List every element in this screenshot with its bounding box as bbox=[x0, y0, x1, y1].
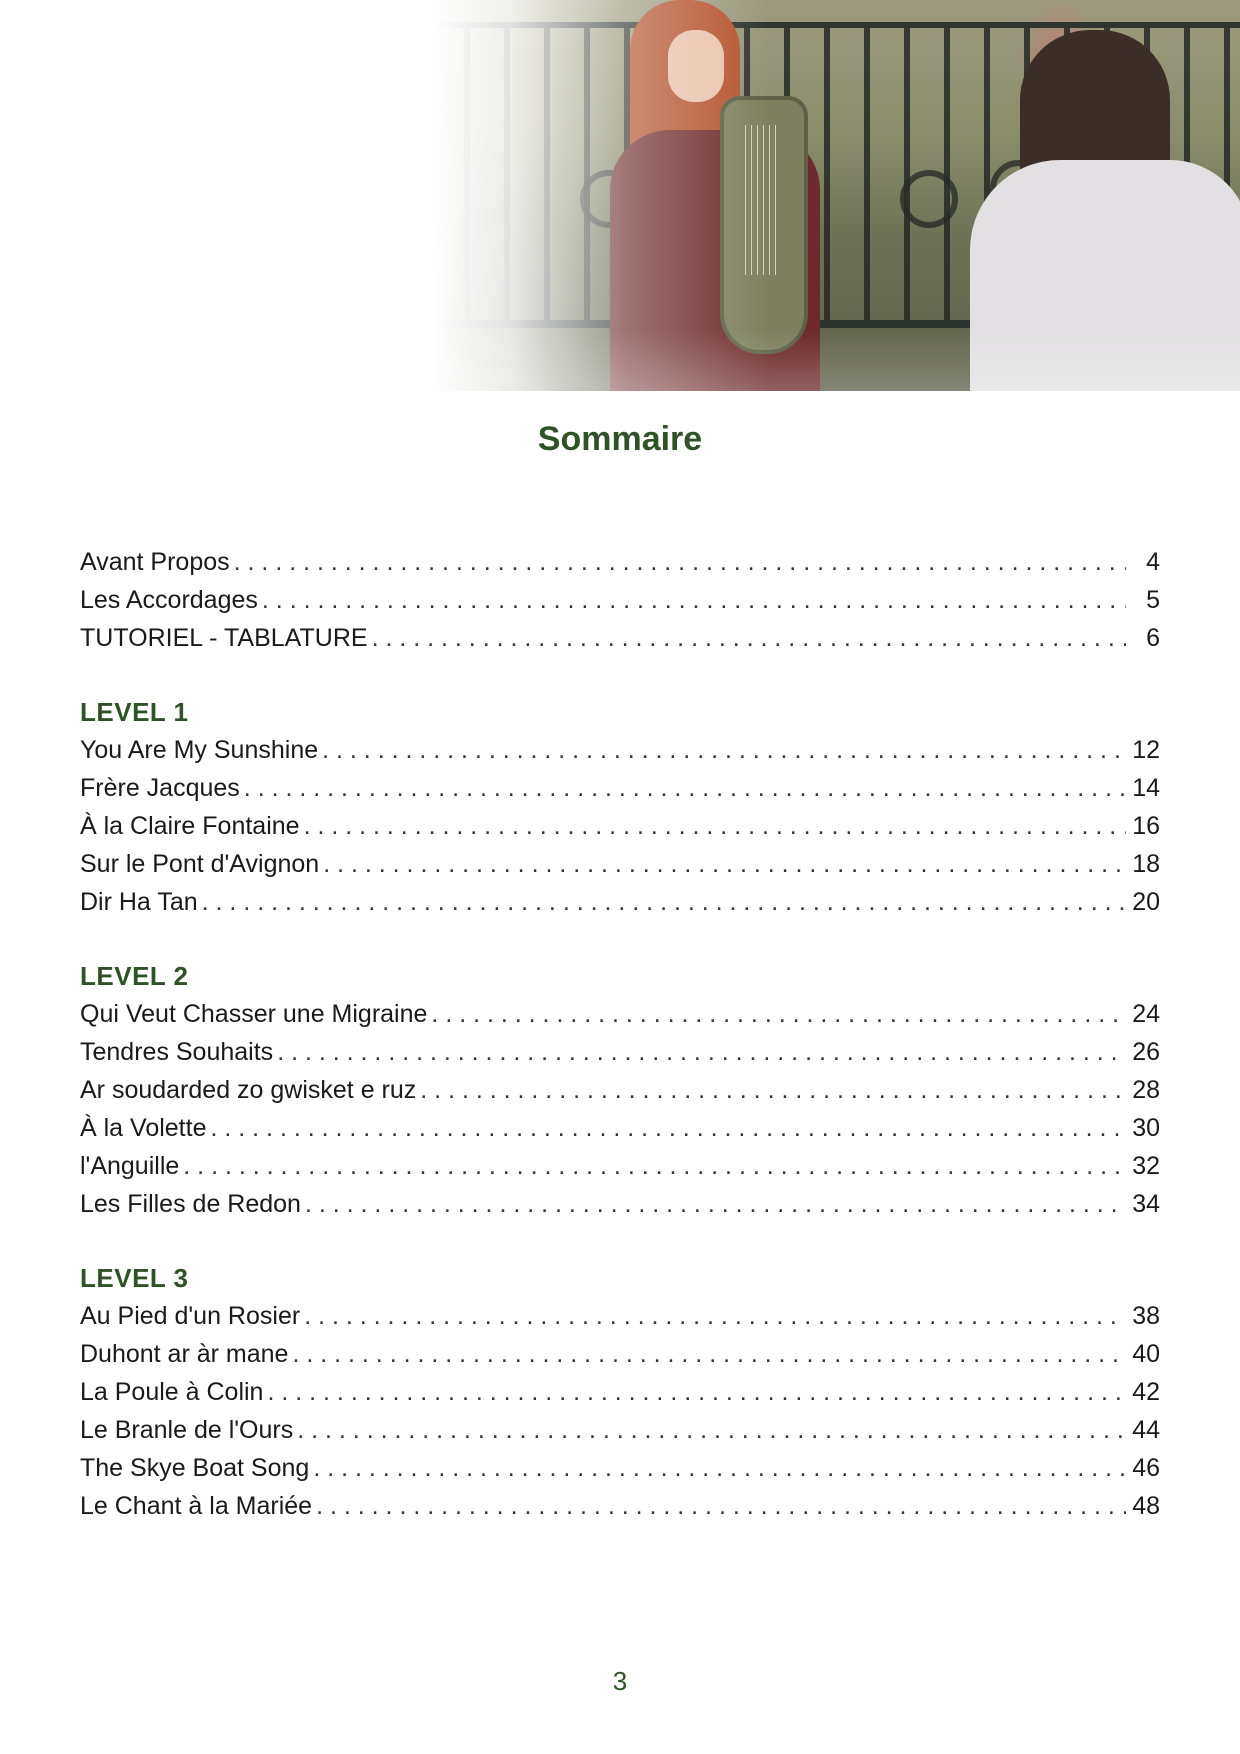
dot-leader bbox=[304, 807, 1126, 845]
toc-entry-page: 14 bbox=[1132, 774, 1160, 802]
toc-entry-page: 42 bbox=[1132, 1378, 1160, 1406]
toc-entry-title: Tendres Souhaits bbox=[80, 1038, 274, 1066]
photo-fade-bottom bbox=[430, 331, 1240, 391]
toc-entry[interactable] bbox=[80, 731, 1160, 769]
toc-entry[interactable] bbox=[80, 995, 1160, 1033]
toc-entry[interactable] bbox=[80, 1411, 1160, 1449]
toc-entry[interactable] bbox=[80, 1071, 1160, 1109]
toc-entry[interactable] bbox=[80, 1373, 1160, 1411]
level-heading: LEVEL 2 bbox=[80, 961, 189, 991]
level-heading: LEVEL 1 bbox=[80, 697, 189, 727]
dot-leader bbox=[262, 581, 1126, 619]
dot-leader bbox=[292, 1335, 1126, 1373]
toc-entry-page: 5 bbox=[1146, 586, 1160, 614]
toc-entry[interactable] bbox=[80, 883, 1160, 921]
page-number: 3 bbox=[612, 1666, 628, 1696]
dot-leader bbox=[316, 1487, 1126, 1525]
toc-entry-page: 48 bbox=[1132, 1492, 1160, 1520]
toc-entry-page: 18 bbox=[1132, 850, 1160, 878]
toc-entry-title: Les Accordages bbox=[80, 586, 258, 614]
dot-leader bbox=[305, 1185, 1126, 1223]
dot-leader bbox=[372, 619, 1126, 657]
toc-entry[interactable] bbox=[80, 619, 1160, 657]
toc-entry-title: Le Branle de l'Ours bbox=[80, 1416, 294, 1444]
dot-leader bbox=[210, 1109, 1126, 1147]
toc-entry[interactable] bbox=[80, 1109, 1160, 1147]
toc-entry-page: 24 bbox=[1132, 1000, 1160, 1028]
toc-entry-title: Le Chant à la Mariée bbox=[80, 1492, 313, 1520]
dot-leader bbox=[277, 1033, 1126, 1071]
toc-entry[interactable] bbox=[80, 1335, 1160, 1373]
toc-entry[interactable] bbox=[80, 1449, 1160, 1487]
toc-level-2-section bbox=[80, 957, 1160, 1223]
dot-leader bbox=[313, 1449, 1126, 1487]
toc-level-1-section bbox=[80, 693, 1160, 921]
toc-entry[interactable] bbox=[80, 769, 1160, 807]
level-heading: LEVEL 3 bbox=[80, 1263, 189, 1293]
toc-intro-section bbox=[80, 543, 1160, 657]
dot-leader bbox=[234, 543, 1126, 581]
toc-entry-page: 28 bbox=[1132, 1076, 1160, 1104]
dot-leader bbox=[244, 769, 1126, 807]
toc-level-3-section bbox=[80, 1259, 1160, 1525]
page-title: Sommaire bbox=[537, 420, 703, 458]
toc-entry-title: Les Filles de Redon bbox=[80, 1190, 301, 1218]
toc-entry-title: Frère Jacques bbox=[80, 774, 240, 802]
toc-entry[interactable] bbox=[80, 1033, 1160, 1071]
toc-entry-title: Dir Ha Tan bbox=[80, 888, 198, 916]
toc-entry-page: 34 bbox=[1132, 1190, 1160, 1218]
toc-entry-title: Sur le Pont d'Avignon bbox=[80, 850, 320, 878]
toc-entry[interactable] bbox=[80, 807, 1160, 845]
toc-entry-title: À la Claire Fontaine bbox=[80, 812, 300, 840]
toc-entry-title: Au Pied d'un Rosier bbox=[80, 1302, 301, 1330]
toc-entry[interactable] bbox=[80, 845, 1160, 883]
toc-entry-title: À la Volette bbox=[80, 1114, 207, 1142]
toc-entry-page: 32 bbox=[1132, 1152, 1160, 1180]
toc-entry-title: The Skye Boat Song bbox=[80, 1454, 310, 1482]
toc-entry-title: You Are My Sunshine bbox=[80, 736, 319, 764]
toc-entry-page: 40 bbox=[1132, 1340, 1160, 1368]
dot-leader bbox=[323, 845, 1126, 883]
toc-entry-page: 16 bbox=[1132, 812, 1160, 840]
dot-leader bbox=[431, 995, 1126, 1033]
toc-entry[interactable] bbox=[80, 581, 1160, 619]
toc-entry-title: Duhont ar àr mane bbox=[80, 1340, 289, 1368]
dot-leader bbox=[202, 883, 1126, 921]
toc-entry[interactable] bbox=[80, 1487, 1160, 1525]
toc-entry-page: 12 bbox=[1132, 736, 1160, 764]
toc-entry-page: 4 bbox=[1146, 548, 1160, 576]
dot-leader bbox=[304, 1297, 1126, 1335]
toc-entry-title: Ar soudarded zo gwisket e ruz bbox=[80, 1076, 417, 1104]
toc-entry[interactable] bbox=[80, 1297, 1160, 1335]
toc-entry-page: 20 bbox=[1132, 888, 1160, 916]
toc-entry-title: TUTORIEL - TABLATURE bbox=[80, 624, 368, 652]
hero-photo bbox=[430, 0, 1240, 391]
dot-leader bbox=[183, 1147, 1126, 1185]
toc-entry-page: 30 bbox=[1132, 1114, 1160, 1142]
toc-entry-page: 46 bbox=[1132, 1454, 1160, 1482]
toc-entry-page: 44 bbox=[1132, 1416, 1160, 1444]
toc-entry-page: 26 bbox=[1132, 1038, 1160, 1066]
toc-entry-title: La Poule à Colin bbox=[80, 1378, 264, 1406]
toc-entry-page: 6 bbox=[1146, 624, 1160, 652]
dot-leader bbox=[322, 731, 1126, 769]
dot-leader bbox=[297, 1411, 1126, 1449]
toc-entry-page: 38 bbox=[1132, 1302, 1160, 1330]
dot-leader bbox=[420, 1071, 1126, 1109]
toc-entry-title: l'Anguille bbox=[80, 1152, 180, 1180]
toc-entry[interactable] bbox=[80, 1185, 1160, 1223]
toc-entry-title: Qui Veut Chasser une Migraine bbox=[80, 1000, 428, 1028]
dot-leader bbox=[267, 1373, 1126, 1411]
toc-entry-title: Avant Propos bbox=[80, 548, 230, 576]
toc-entry[interactable] bbox=[80, 543, 1160, 581]
toc-entry[interactable] bbox=[80, 1147, 1160, 1185]
table-of-contents bbox=[80, 543, 1160, 1561]
